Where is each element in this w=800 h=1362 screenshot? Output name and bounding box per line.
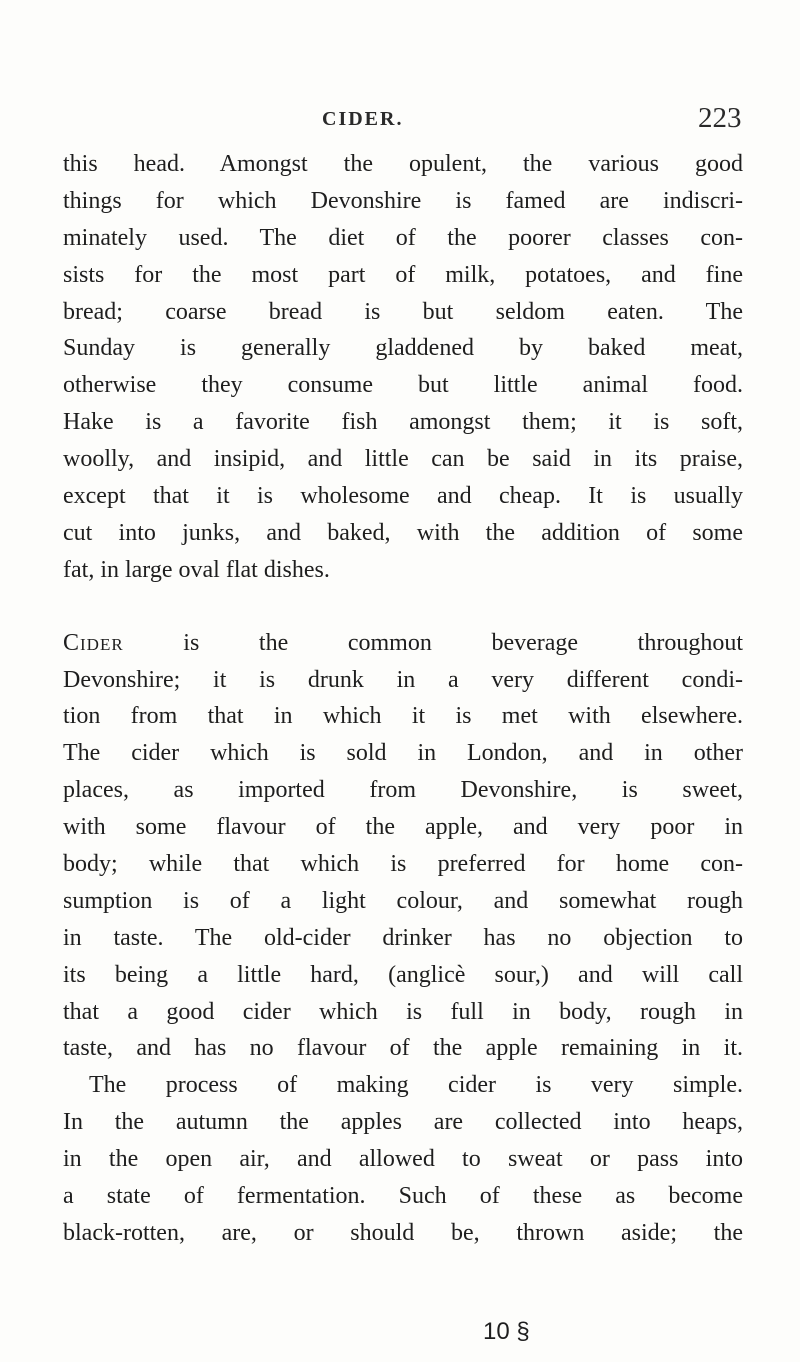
body-text [63,146,743,1252]
text-line: Hake is a favorite fish amongst them; it is soft, [63,409,743,436]
text-line: things for which Devonshire is famed are indiscri- [63,187,743,214]
text-line: In the autumn the apples are collected into heaps, [63,1109,743,1136]
text-line [63,625,743,662]
text-line: woolly, and insipid, and little can be said in its praise, [63,446,743,473]
text-line: this head. Amongst the opulent, the various good [63,151,743,177]
text-line: tion from that in which it is met with elsewhere. [63,703,743,730]
text-line: minately used. The diet of the poorer classes con- [63,224,743,251]
text-line: sists for the most part of milk, potatoes, and fine [63,261,743,288]
text-line: cut into junks, and baked, with the addition of some [63,519,743,546]
text-line: Devonshire; it is drunk in a very different condi- [63,666,743,693]
text-line-rest: is the common beverage throughout [123,629,743,656]
page-header [0,102,800,142]
page-number: 223 [698,102,742,134]
text-line: black-rotten, are, or should be, thrown aside; the [63,1219,743,1246]
text-line: a state of fermentation. Such of these as become [63,1183,743,1210]
text-line: otherwise they consume but little animal food. [63,372,743,399]
text-line: The cider which is sold in London, and in other [63,740,743,767]
text-line: its being a little hard, (anglicè sour,) and will call [63,961,743,988]
text-line: places, as imported from Devonshire, is sweet, [63,777,743,804]
text-line: taste, and has no flavour of the apple remaining in it. [63,1035,743,1062]
paragraph [63,146,743,589]
text-line: fat, in large oval flat dishes. [63,556,330,583]
text-line: Sunday is generally gladdened by baked meat, [63,335,743,362]
running-title: CIDER. [322,108,404,130]
paragraph-gap [63,589,743,625]
text-line: in taste. The old-cider drinker has no objection to [63,924,743,951]
text-line: sumption is of a light colour, and somewhat rough [63,887,743,914]
small-caps-word: Cider [63,629,124,656]
paragraph [63,625,743,1252]
text-line: in the open air, and allowed to sweat or pass into [63,1146,743,1173]
signature-mark: 10 § [483,1318,530,1345]
text-line: with some flavour of the apple, and very poor in [63,814,743,841]
text-line: that a good cider which is full in body, rough in [63,998,743,1025]
text-line: bread; coarse bread is but seldom eaten. The [63,298,743,325]
text-line: except that it is wholesome and cheap. It is usually [63,483,743,510]
text-line: body; while that which is preferred for home con- [63,851,743,878]
text-line: The process of making cider is very simple. [89,1072,743,1099]
